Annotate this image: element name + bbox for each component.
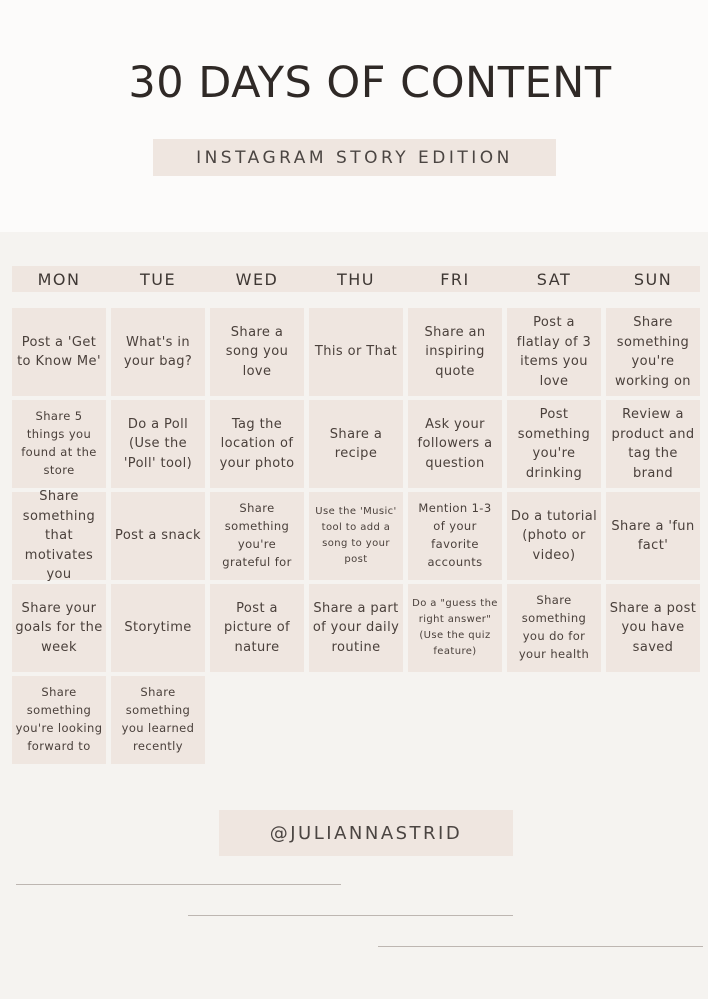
day-cell-21: Share a 'fun fact' bbox=[606, 492, 700, 580]
day-cell-4: This or That bbox=[309, 308, 403, 396]
divider-line-2 bbox=[188, 915, 513, 916]
divider-line-1 bbox=[16, 884, 341, 885]
day-cell-24: Post a picture of nature bbox=[210, 584, 304, 672]
day-cell-9: Do a Poll (Use the 'Poll' tool) bbox=[111, 400, 205, 488]
weekday-thu: THU bbox=[336, 269, 375, 289]
day-cell-1: Post a 'Get to Know Me' bbox=[12, 308, 106, 396]
subtitle-text: INSTAGRAM STORY EDITION bbox=[196, 147, 513, 168]
subtitle-banner bbox=[153, 139, 556, 176]
day-cell-25: Share a part of your daily routine bbox=[309, 584, 403, 672]
weekday-sun: SUN bbox=[633, 269, 673, 289]
day-cell-23: Storytime bbox=[111, 584, 205, 672]
day-cell-29: Share something you're looking forward to bbox=[12, 676, 106, 764]
day-cell-26: Do a "guess the right answer" (Use the quiz feature) bbox=[408, 584, 502, 672]
day-cell-3: Share a song you love bbox=[210, 308, 304, 396]
day-cell-19: Mention 1-3 of your favorite accounts bbox=[408, 492, 502, 580]
day-cell-17: Share something you're grateful for bbox=[210, 492, 304, 580]
weekday-mon: MON bbox=[37, 269, 81, 289]
day-cell-16: Post a snack bbox=[111, 492, 205, 580]
day-cell-11: Share a recipe bbox=[309, 400, 403, 488]
day-cell-14: Review a product and tag the brand bbox=[606, 400, 700, 488]
day-cell-27: Share something you do for your health bbox=[507, 584, 601, 672]
handle-banner bbox=[219, 810, 513, 856]
day-cell-12: Ask your followers a question bbox=[408, 400, 502, 488]
day-cell-22: Share your goals for the week bbox=[12, 584, 106, 672]
day-cell-30: Share something you learned recently bbox=[111, 676, 205, 764]
weekday-wed: WED bbox=[235, 269, 279, 289]
weekday-sat: SAT bbox=[536, 269, 572, 289]
day-cell-28: Share a post you have saved bbox=[606, 584, 700, 672]
day-cell-6: Post a flatlay of 3 items you love bbox=[507, 308, 601, 396]
day-cell-15: Share something that motivates you bbox=[12, 492, 106, 580]
day-cell-10: Tag the location of your photo bbox=[210, 400, 304, 488]
day-cell-13: Post something you're drinking bbox=[507, 400, 601, 488]
weekday-fri: FRI bbox=[440, 269, 470, 289]
day-cell-20: Do a tutorial (photo or video) bbox=[507, 492, 601, 580]
weekday-tue: TUE bbox=[139, 269, 177, 289]
instagram-handle: @JULIANNASTRID bbox=[269, 822, 463, 844]
day-cell-7: Share something you're working on bbox=[606, 308, 700, 396]
day-cell-5: Share an inspiring quote bbox=[408, 308, 502, 396]
day-cell-8: Share 5 things you found at the store bbox=[12, 400, 106, 488]
page-title: 30 DAYS OF CONTENT bbox=[128, 58, 612, 108]
divider-line-3 bbox=[378, 946, 703, 947]
day-cell-18: Use the 'Music' tool to add a song to your post bbox=[309, 492, 403, 580]
day-cell-2: What's in your bag? bbox=[111, 308, 205, 396]
header-background bbox=[0, 0, 708, 232]
